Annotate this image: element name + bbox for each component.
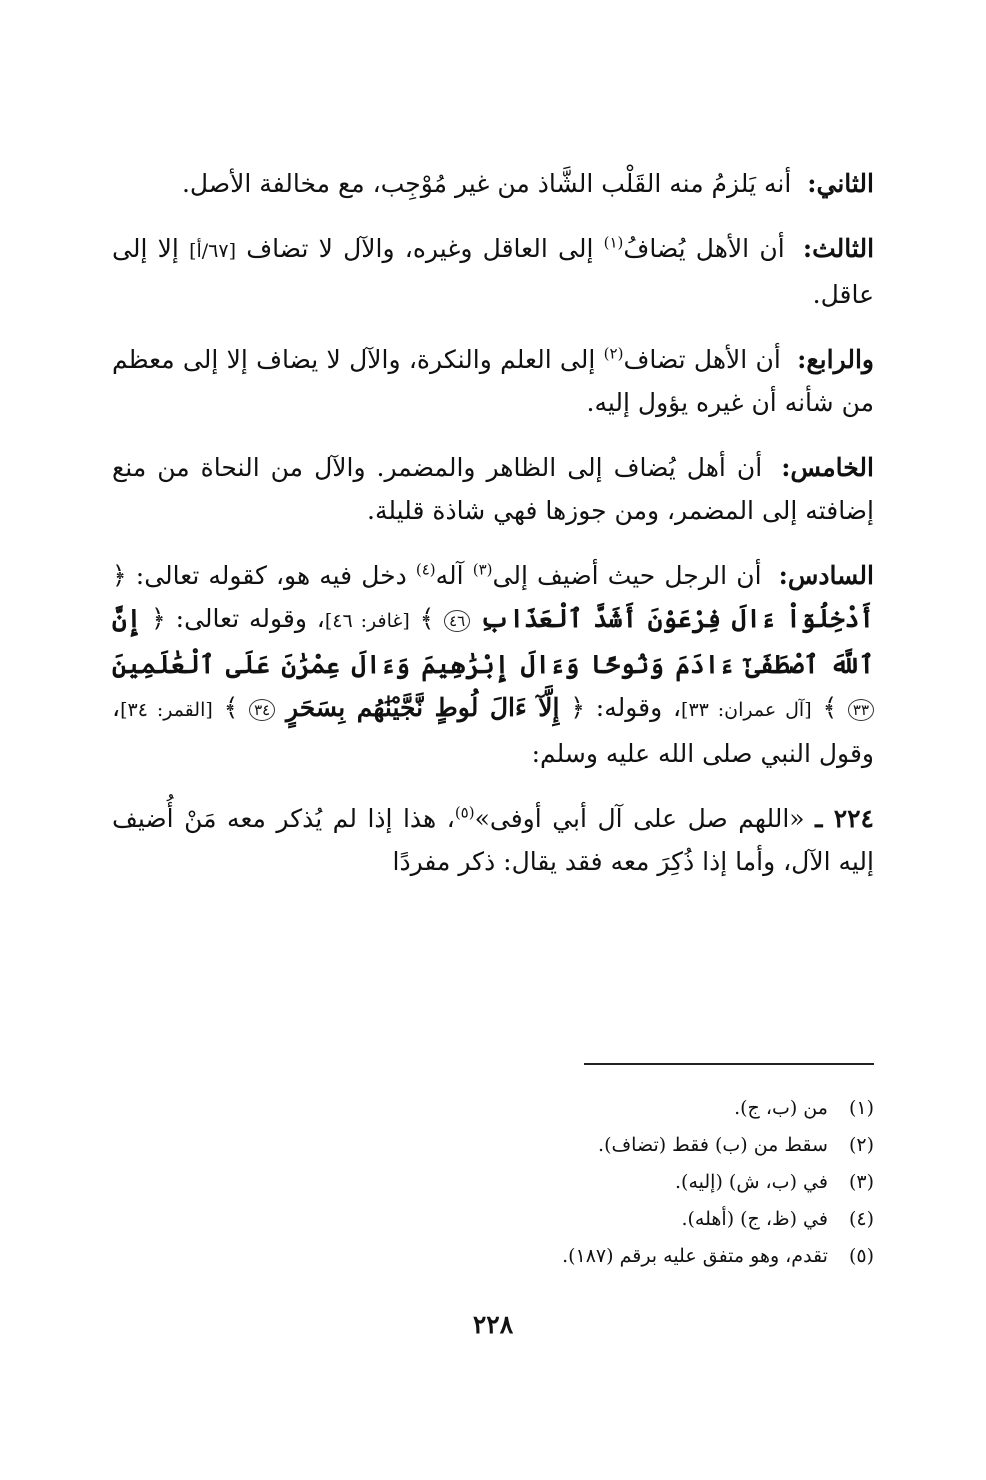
quran-bracket-open: ﴿ xyxy=(151,604,166,633)
footnote-number: (١) xyxy=(848,1097,874,1119)
paragraph-text: إلى العلم والنكرة، والآل لا يضاف إلا إلى معظم من شأنه أن غيره يؤول إليه. xyxy=(112,345,874,417)
paragraph-text: إلى العاقل وغيره، والآل لا تضاف xyxy=(246,234,594,263)
footnote-text: في (ظ، ج) (أهله). xyxy=(681,1208,828,1230)
ayah-number-badge: ٣٣ xyxy=(848,699,874,721)
surah-reference: [غافر: ٤٦] xyxy=(324,610,410,632)
paragraph-text: أن الأهل يُضافُ xyxy=(623,234,785,263)
footnote-number: (٢) xyxy=(848,1134,874,1156)
paragraph-text: أن أهل يُضاف إلى الظاهر والمضمر. والآل من النحاة من منع إضافته إلى المضمر، ومن جوزها فهي شاذة قليلة. xyxy=(112,453,874,525)
quran-verse: إِنَّ ٱللَّهَ ٱصْطَفَىٰٓ ءَادَمَ وَنُوحًا وَءَالَ إِبْرَٰهِيمَ وَءَالَ عِمْرَٰنَ عَلَى ٱلْعَٰلَمِينَ xyxy=(112,604,874,679)
footnotes xyxy=(112,1090,874,1275)
paragraph-text: أن الأهل تضاف xyxy=(623,345,781,374)
paragraph-lead: والرابع: xyxy=(797,345,875,374)
paragraph-text: آله xyxy=(435,561,464,590)
paragraph-text: ، وقوله تعالى: xyxy=(175,604,325,633)
footnote-number: (٣) xyxy=(848,1171,874,1193)
main-text xyxy=(112,162,874,905)
footnote-text: سقط من (ب) فقط (تضاف). xyxy=(598,1134,828,1156)
quran-bracket-open: ﴿ xyxy=(570,693,585,722)
surah-reference: [القمر: ٣٤] xyxy=(120,699,213,721)
footnote-ref-2[interactable]: (٢) xyxy=(603,344,624,363)
footnote-item xyxy=(112,1238,874,1275)
footnote-text: من (ب، ج). xyxy=(734,1097,828,1119)
ayah-number-badge: ٣٤ xyxy=(249,699,275,721)
paragraph-text: دخل فيه هو، كقوله تعالى: xyxy=(135,561,407,590)
paragraph-second xyxy=(112,162,874,205)
paragraph-third xyxy=(112,227,874,316)
surah-reference: [آل عمران: ٣٣] xyxy=(681,699,812,721)
footnote-text: في (ب، ش) (إليه). xyxy=(675,1171,828,1193)
footnote-ref-4[interactable]: (٤) xyxy=(415,560,436,579)
manuscript-page-marker: [٦٧/أ] xyxy=(189,240,236,262)
paragraph-text: أن الرجل حيث أضيف إلى xyxy=(492,561,762,590)
footnote-item xyxy=(112,1201,874,1238)
quran-bracket-close: ﴾ xyxy=(223,693,239,722)
paragraph-lead: السادس: xyxy=(778,561,874,590)
paragraph-text: ، هذا إذا لم يُذكر معه مَنْ أُضيف إليه الآل، وأما إذا ذُكِرَ معه فقد يقال: ذكر مفردًا xyxy=(112,804,874,876)
paragraph-text: ، وقوله: xyxy=(595,693,682,722)
footnote-ref-5[interactable]: (٥) xyxy=(454,803,475,822)
paragraph-text: ، وقول النبي صلى الله عليه وسلم: xyxy=(112,693,874,768)
footnote-number: (٥) xyxy=(848,1245,874,1267)
footnote-ref-1[interactable]: (١) xyxy=(603,233,624,252)
paragraph-fourth xyxy=(112,338,874,424)
hadith-text: «اللهم صل على آل أبي أوفى» xyxy=(474,804,805,833)
hadith-number: ٢٢٤ ـ xyxy=(815,804,874,833)
ayah-number-badge: ٤٦ xyxy=(444,610,470,632)
paragraph-lead: الخامس: xyxy=(781,453,874,482)
paragraph-sixth xyxy=(112,554,874,775)
footnote-ref-3[interactable]: (٣) xyxy=(472,560,493,579)
paragraph-lead: الثاني: xyxy=(807,169,874,198)
footnote-number: (٤) xyxy=(848,1208,874,1230)
footnote-item xyxy=(112,1127,874,1164)
footnote-item xyxy=(112,1090,874,1127)
paragraph-lead: الثالث: xyxy=(802,234,875,263)
quran-bracket-open: ﴿ xyxy=(112,561,127,590)
footnote-separator xyxy=(584,1063,874,1065)
quran-bracket-close: ﴾ xyxy=(822,693,838,722)
paragraph-fifth xyxy=(112,446,874,532)
footnote-text: تقدم، وهو متفق عليه برقم (١٨٧). xyxy=(562,1245,828,1267)
paragraph-text: أنه يَلزمُ منه القَلْب الشَّاذ من غير مُوْجِب، مع مخالفة الأصل. xyxy=(181,169,792,198)
paragraph-hadith xyxy=(112,797,874,883)
quran-verse: إِلَّآ ءَالَ لُوطٍ نَّجَّيْنَٰهُم بِسَحَرٍ xyxy=(286,693,560,722)
quran-verse: أَدْخِلُوٓاْ ءَالَ فِرْعَوْنَ أَشَدَّ ٱلْعَذَابِ xyxy=(480,604,874,633)
footnote-item xyxy=(112,1164,874,1201)
quran-bracket-close: ﴾ xyxy=(419,604,435,633)
paragraph-text: إلا إلى عاقل. xyxy=(112,234,874,309)
page-number: ٢٢٨ xyxy=(472,1310,514,1339)
